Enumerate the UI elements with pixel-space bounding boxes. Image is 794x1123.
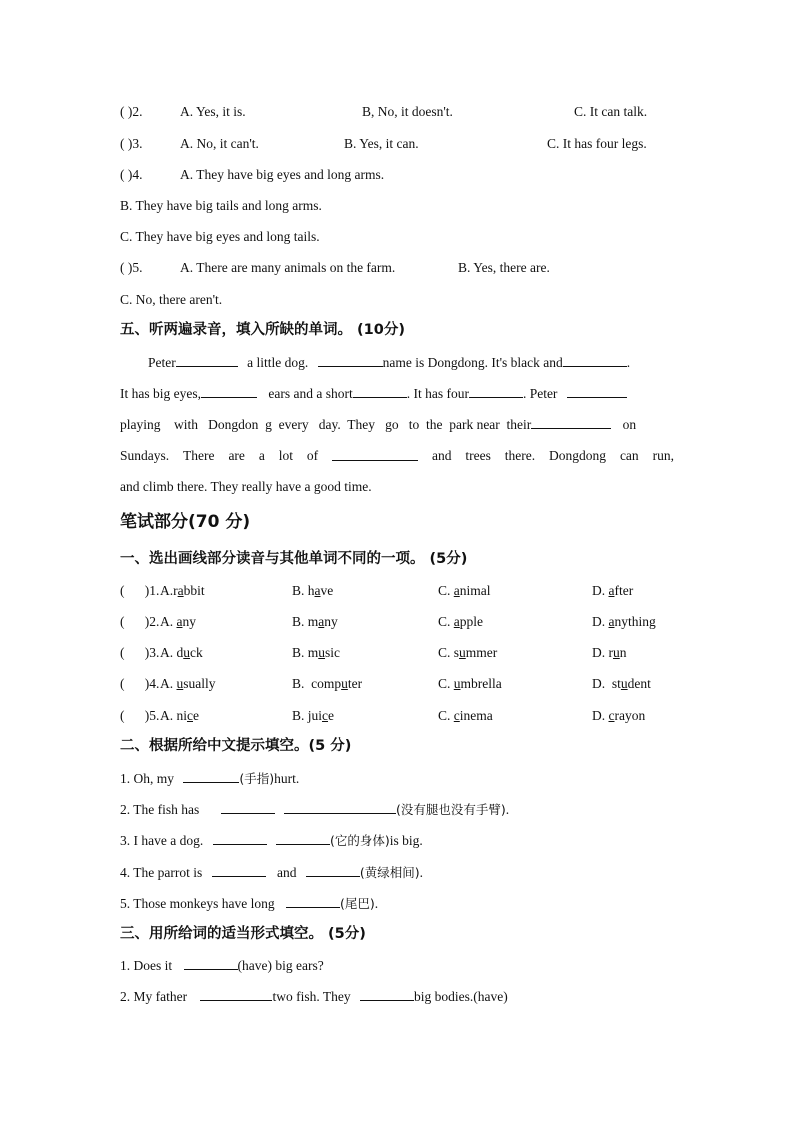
q4-item-3-option-a: A. No, it can't.: [180, 136, 259, 151]
answer-blank[interactable]: [176, 352, 238, 367]
s2-text: 4. The parrot is: [120, 865, 203, 880]
underlined-letter: u: [318, 645, 326, 660]
q4-item-4-number: ( )4.: [120, 167, 143, 182]
answer-blank[interactable]: [221, 799, 275, 814]
s5-text: playing with Dongdon g every day. They go to the park near their: [120, 417, 532, 432]
s1-option-b: [292, 612, 338, 632]
section-3-title: 三、用所给词的适当形式填空。 (5分): [120, 926, 366, 942]
option-text: sually: [183, 676, 216, 691]
option-text: rayon: [614, 708, 646, 723]
answer-blank[interactable]: [213, 830, 267, 845]
s1-row-number: ( )5.: [120, 708, 160, 723]
s5-text: of: [306, 448, 319, 463]
option-text: A. d: [160, 645, 184, 660]
q4-item-2-number: ( )2.: [120, 104, 143, 119]
s5-text: .: [626, 355, 631, 370]
option-text: A. ni: [160, 708, 187, 723]
answer-blank[interactable]: [306, 862, 360, 877]
s2-text: .: [374, 896, 379, 911]
s3-text: two fish. They: [272, 989, 351, 1004]
s1-option-b: [292, 674, 362, 694]
s1-option-d: [592, 674, 651, 694]
answer-blank[interactable]: [184, 955, 238, 970]
s5-text: name is Dongdong. It's black and: [382, 355, 563, 370]
underlined-letter: a: [177, 583, 184, 598]
underlined-letter: a: [314, 583, 321, 598]
s3-line-2: [120, 986, 675, 1007]
answer-blank[interactable]: [563, 352, 627, 367]
option-text: mbrella: [460, 676, 502, 691]
s2-text: 5. Those monkeys have long: [120, 896, 275, 911]
answer-blank[interactable]: [201, 383, 257, 398]
option-text: D.: [592, 583, 609, 598]
option-text: ck: [190, 645, 203, 660]
s2-line-3: [120, 830, 675, 851]
s2-hint: (尾巴): [339, 896, 375, 911]
underlined-letter: a: [453, 614, 460, 629]
underlined-letter: a: [608, 583, 615, 598]
underlined-letter: a: [176, 614, 183, 629]
s5-text: are: [228, 448, 245, 463]
answer-blank[interactable]: [183, 768, 239, 783]
s2-text: 2. The fish has: [120, 802, 200, 817]
s5-passage-line-4: [120, 446, 674, 466]
s3-text: (have) big ears?: [237, 958, 324, 973]
option-text: A.: [160, 676, 177, 691]
s5-text: It has big eyes,: [120, 386, 201, 401]
s5-text: and: [431, 448, 452, 463]
option-text: mmer: [465, 645, 498, 660]
s1-option-d: [592, 643, 627, 663]
s1-option-a: [160, 706, 199, 726]
s1-option-a: [160, 643, 203, 663]
answer-blank[interactable]: [567, 383, 627, 398]
s1-row-number: ( )4.: [120, 676, 160, 691]
answer-blank[interactable]: [360, 986, 414, 1001]
s5-text: There: [183, 448, 215, 463]
s5-passage-line-3: [120, 414, 675, 435]
underlined-letter: u: [613, 645, 620, 660]
q4-item-5-option-c: C. No, there aren't.: [120, 292, 223, 307]
s3-text: 1. Does it: [120, 958, 173, 973]
option-text: B. comp: [292, 676, 342, 691]
underlined-letter: a: [318, 614, 325, 629]
option-text: B. m: [292, 614, 319, 629]
section-2-title: 二、根据所给中文提示填空。(5 分): [120, 738, 352, 754]
s5-text: trees: [465, 448, 491, 463]
q4-item-2-option-b: B, No, it doesn't.: [362, 104, 453, 119]
s5-text: Peter: [148, 355, 176, 370]
option-text: dent: [627, 676, 651, 691]
s5-text: a: [258, 448, 265, 463]
answer-blank[interactable]: [200, 986, 272, 1001]
option-text: C.: [438, 676, 454, 691]
option-text: C. s: [438, 645, 460, 660]
s5-text: on: [622, 417, 637, 432]
answer-blank[interactable]: [353, 383, 407, 398]
s2-text: and: [276, 865, 297, 880]
option-text: e: [328, 708, 335, 723]
s5-passage-line-1: [148, 352, 675, 373]
s1-option-d: [592, 612, 656, 632]
q4-item-4-option-b: B. They have big tails and long arms.: [120, 198, 322, 213]
underlined-letter: c: [608, 708, 615, 723]
s5-text: a little dog.: [247, 355, 309, 370]
option-text: B. h: [292, 583, 315, 598]
s2-line-2: [120, 799, 675, 820]
s5-passage-line-2: [120, 383, 675, 404]
q4-item-2-option-a: A. Yes, it is.: [180, 104, 246, 119]
s3-line-1: [120, 955, 675, 976]
option-text: A.: [160, 614, 177, 629]
s5-text: run,: [652, 448, 674, 463]
s5-text: there.: [504, 448, 536, 463]
answer-blank[interactable]: [332, 446, 418, 461]
underlined-letter: c: [322, 708, 329, 723]
q4-item-5-option-a: A. There are many animals on the farm.: [180, 260, 396, 275]
q4-item-2-option-c: C. It can talk.: [574, 104, 648, 119]
underlined-letter: u: [459, 645, 466, 660]
answer-blank[interactable]: [276, 830, 330, 845]
s2-text: 3. I have a dog.: [120, 833, 204, 848]
q4-item-4-option-a: A. They have big eyes and long arms.: [180, 167, 385, 182]
s5-text: lot: [278, 448, 293, 463]
s1-option-c: [438, 612, 483, 632]
s1-option-d: [592, 706, 645, 726]
s5-text: . It has four: [406, 386, 469, 401]
underlined-letter: u: [183, 645, 190, 660]
option-text: B. m: [292, 645, 319, 660]
underlined-letter: u: [453, 676, 461, 691]
s2-hint: (手指): [239, 771, 275, 786]
q4-item-5-option-b: B. Yes, there are.: [458, 260, 550, 275]
option-text: D. st: [592, 676, 621, 691]
option-text: D.: [592, 614, 609, 629]
s2-hint: (它的身体): [329, 833, 390, 848]
s1-option-b: [292, 643, 340, 663]
s5-text: Dongdong: [549, 448, 607, 463]
section-5-title: 五、听两遍录音，填入所缺的单词。 (10分): [120, 322, 405, 338]
option-text: nimal: [459, 583, 491, 598]
s1-row-number: ( )3.: [120, 645, 160, 660]
s1-option-c: [438, 706, 493, 726]
s1-option-d: [592, 581, 633, 601]
answer-blank[interactable]: [284, 799, 396, 814]
q4-item-3-option-c: C. It has four legs.: [547, 136, 647, 151]
s1-option-a: [160, 674, 216, 694]
s5-passage-line-5: and climb there. They really have a good time.: [120, 479, 372, 494]
q4-item-3-number: ( )3.: [120, 136, 143, 151]
underlined-letter: c: [453, 708, 460, 723]
answer-blank[interactable]: [531, 414, 611, 429]
written-part-title: 笔试部分(70 分): [120, 512, 251, 532]
s1-row-number: ( )2.: [120, 614, 160, 629]
option-text: inema: [459, 708, 493, 723]
underlined-letter: a: [608, 614, 615, 629]
underlined-letter: u: [341, 676, 348, 691]
s1-option-c: [438, 581, 491, 601]
q4-item-4-option-c: C. They have big eyes and long tails.: [120, 229, 320, 244]
s1-option-a: [160, 581, 205, 601]
option-text: B. jui: [292, 708, 323, 723]
option-text: ny: [182, 614, 196, 629]
s2-text: hurt.: [274, 771, 300, 786]
s1-option-b: [292, 581, 333, 601]
section-1-title: 一、选出画线部分读音与其他单词不同的一项。 (5分): [120, 551, 468, 567]
option-text: ny: [324, 614, 338, 629]
s5-text: can: [619, 448, 639, 463]
s3-text: 2. My father: [120, 989, 188, 1004]
underlined-letter: u: [176, 676, 184, 691]
option-text: ter: [347, 676, 363, 691]
s2-line-4: [120, 862, 675, 883]
option-text: pple: [459, 614, 484, 629]
option-text: C.: [438, 583, 454, 598]
answer-blank[interactable]: [286, 893, 340, 908]
option-text: C.: [438, 708, 454, 723]
s2-hint: (没有腿也没有手臂): [396, 802, 506, 817]
option-text: bbit: [183, 583, 205, 598]
s2-text: .: [419, 865, 423, 880]
underlined-letter: c: [187, 708, 193, 723]
option-text: D. r: [592, 645, 613, 660]
answer-blank[interactable]: [318, 352, 383, 367]
q4-item-5-number: ( )5.: [120, 260, 143, 275]
s5-text: . Peter: [522, 386, 558, 401]
underlined-letter: a: [453, 583, 460, 598]
s2-text: is big.: [389, 833, 423, 848]
option-text: ve: [320, 583, 334, 598]
option-text: e: [193, 708, 199, 723]
option-text: nything: [614, 614, 656, 629]
s1-option-c: [438, 674, 502, 694]
s1-option-b: [292, 706, 334, 726]
s2-text: .: [505, 802, 510, 817]
option-text: n: [619, 645, 627, 660]
s1-option-a: [160, 612, 196, 632]
answer-blank[interactable]: [469, 383, 523, 398]
option-text: D.: [592, 708, 609, 723]
s1-row-number: ( )1.: [120, 583, 160, 598]
s2-line-1: [120, 768, 675, 789]
answer-blank[interactable]: [212, 862, 266, 877]
s2-line-5: [120, 893, 675, 914]
underlined-letter: u: [620, 676, 628, 691]
option-text: fter: [614, 583, 634, 598]
option-text: C.: [438, 614, 454, 629]
option-text: sic: [325, 645, 341, 660]
s2-text: 1. Oh, my: [120, 771, 174, 786]
s5-text: ears and a short: [268, 386, 353, 401]
s2-hint: (黄绿相间): [359, 865, 420, 880]
s3-text: big bodies.(have): [413, 989, 508, 1004]
q4-item-3-option-b: B. Yes, it can.: [344, 136, 419, 151]
s5-text: Sundays.: [120, 448, 170, 463]
option-text: A.r: [160, 583, 178, 598]
s1-option-c: [438, 643, 497, 663]
